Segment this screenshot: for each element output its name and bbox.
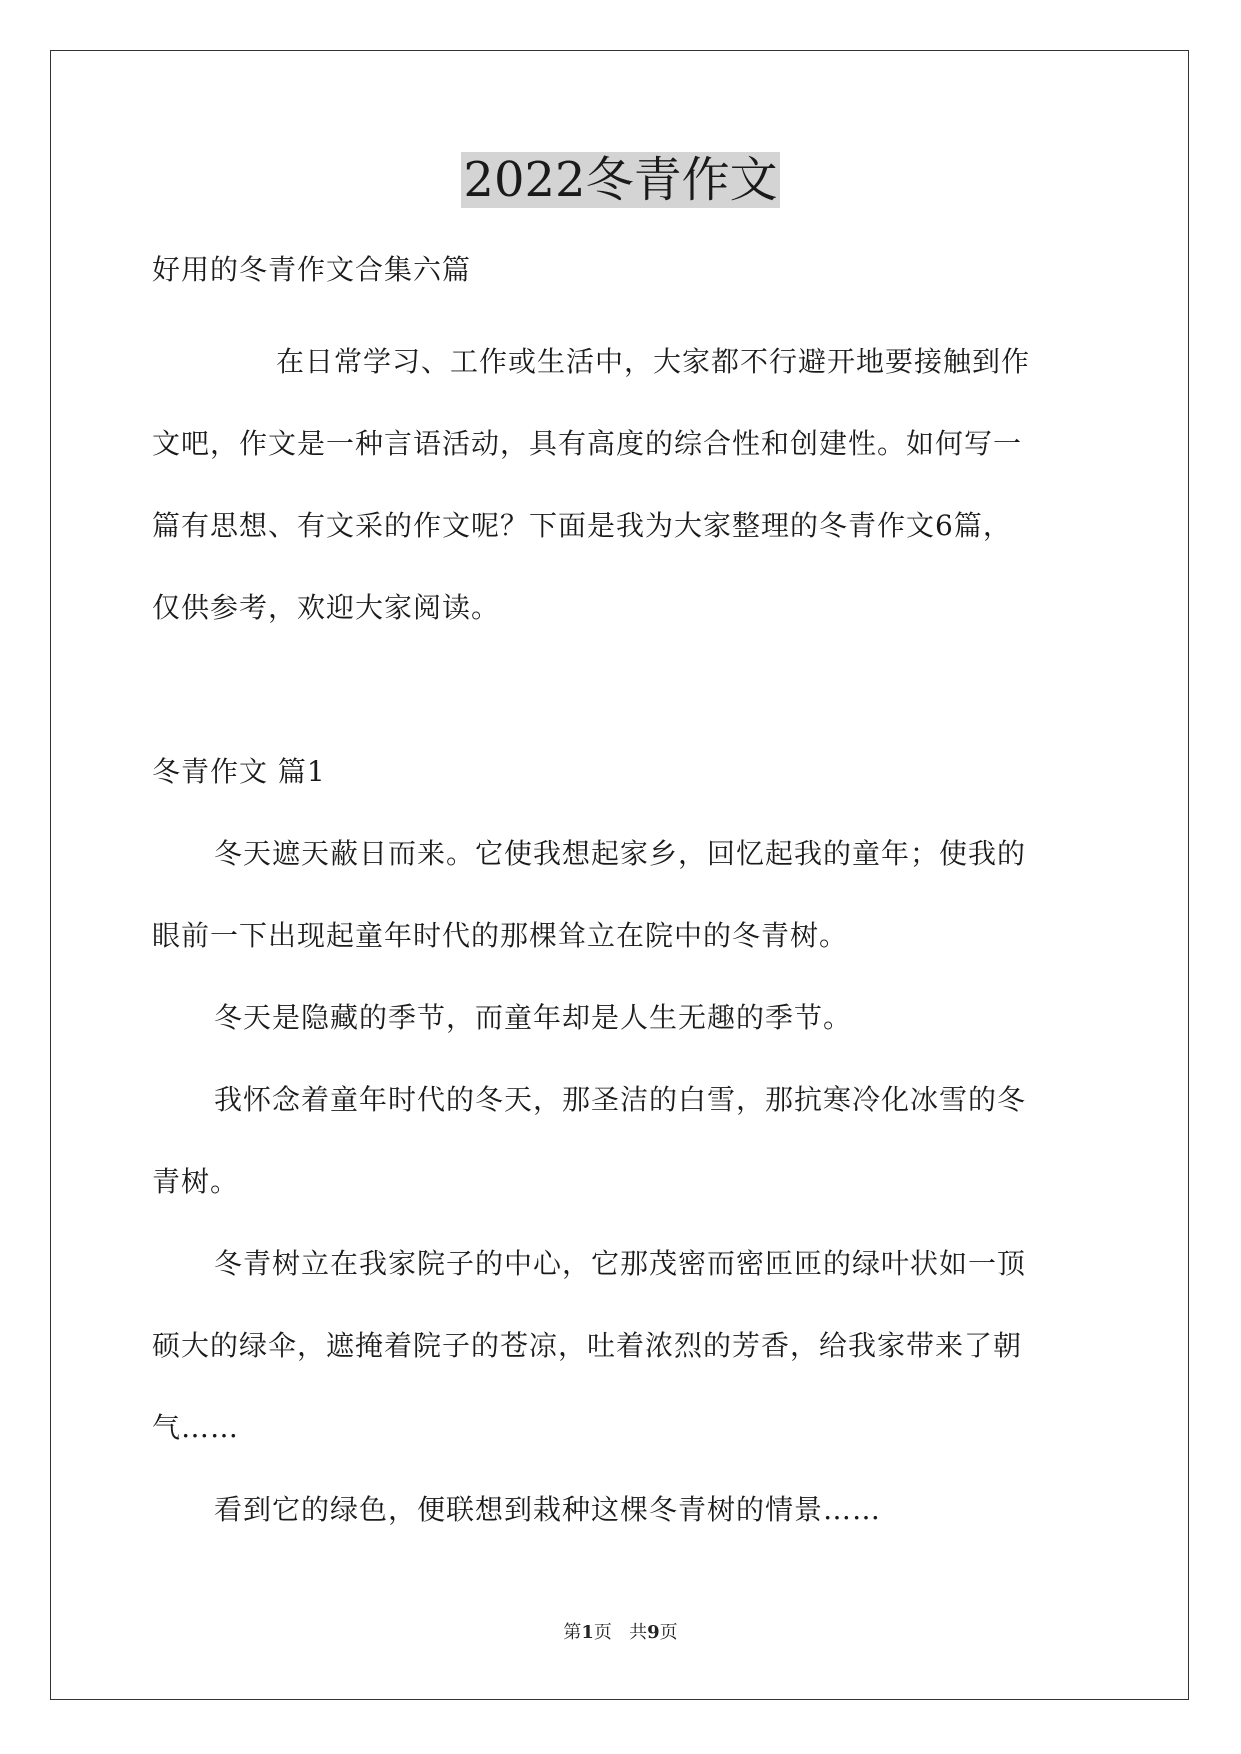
body-line-8: 气…… [152, 1411, 240, 1444]
body-line-1: 冬天遮天蔽日而来。它使我想起家乡，回忆起我的童年；使我的 [214, 837, 1027, 870]
footer-page-prefix: 第 [563, 1622, 582, 1643]
footer-page-suffix: 页 [593, 1622, 612, 1643]
intro-line-4: 仅供参考，欢迎大家阅读。 [152, 591, 501, 624]
intro-line-1: 在日常学习、工作或生活中，大家都不行避开地要接触到作 [276, 345, 1031, 378]
document-title-text: 2022冬青作文 [463, 152, 778, 208]
subtitle-line: 好用的冬青作文合集六篇 [152, 253, 472, 286]
footer-page-number: 1 [581, 1622, 594, 1643]
body-line-9: 看到它的绿色，便联想到栽种这棵冬青树的情景…… [214, 1493, 882, 1526]
intro-line-3: 篇有思想、有文采的作文呢？下面是我为大家整理的冬青作文6篇， [152, 509, 1012, 542]
intro-line-2: 文吧，作文是一种言语活动，具有高度的综合性和创建性。如何写一 [152, 427, 1023, 460]
body-line-5: 青树。 [152, 1165, 240, 1198]
page-footer [0, 1621, 1241, 1645]
page-border [50, 50, 1189, 1700]
body-line-7: 硕大的绿伞，遮掩着院子的苍凉，吐着浓烈的芳香，给我家带来了朝 [152, 1329, 1023, 1362]
document-title [0, 150, 1241, 210]
section-heading: 冬青作文 篇1 [152, 755, 326, 788]
footer-total-prefix: 共 [629, 1622, 648, 1643]
body-line-6: 冬青树立在我家院子的中心，它那茂密而密匝匝的绿叶状如一顶 [214, 1247, 1027, 1280]
footer-total-suffix: 页 [659, 1622, 678, 1643]
body-line-3: 冬天是隐藏的季节，而童年却是人生无趣的季节。 [214, 1001, 853, 1034]
footer-total-pages: 9 [647, 1622, 660, 1643]
body-line-2: 眼前一下出现起童年时代的那棵耸立在院中的冬青树。 [152, 919, 849, 952]
body-line-4: 我怀念着童年时代的冬天，那圣洁的白雪，那抗寒冷化冰雪的冬 [214, 1083, 1027, 1116]
